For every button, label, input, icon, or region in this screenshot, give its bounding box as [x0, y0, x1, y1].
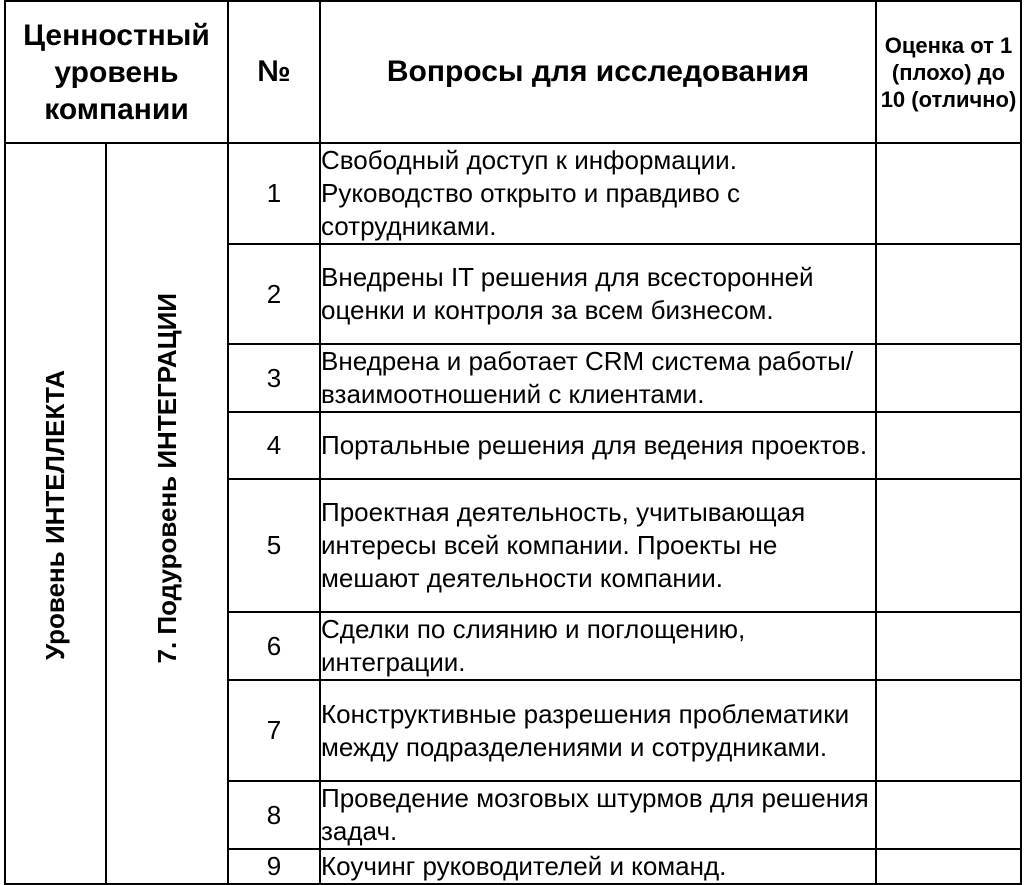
row-number: 2 [228, 244, 320, 344]
row-number: 4 [228, 412, 320, 479]
score-cell[interactable] [876, 479, 1021, 612]
row-number: 7 [228, 680, 320, 781]
level-cell [5, 143, 106, 884]
score-cell[interactable] [876, 143, 1021, 244]
row-number: 9 [228, 849, 320, 884]
survey-table [4, 0, 1022, 885]
header-score: Оценка от 1 (плохо) до 10 (отлично) [876, 1, 1021, 143]
row-number: 8 [228, 781, 320, 849]
row-number: 5 [228, 479, 320, 612]
score-cell[interactable] [876, 680, 1021, 781]
sublevel-label: 7. Подуровень ИНТЕГРАЦИИ [151, 292, 182, 664]
table-row [5, 143, 1021, 244]
question-text: Сделки по слиянию и поглощению, интеграции. [320, 612, 876, 680]
score-cell[interactable] [876, 244, 1021, 344]
score-cell[interactable] [876, 781, 1021, 849]
score-cell[interactable] [876, 412, 1021, 479]
question-text: Внедрены IT решения для всесторонней оценки и контроля за всем бизнесом. [320, 244, 876, 344]
header-questions: Вопросы для исследования [320, 1, 876, 143]
row-number: 3 [228, 344, 320, 412]
question-text: Коучинг руководителей и команд. [320, 849, 876, 884]
header-level: Ценностный уровень компании [5, 1, 228, 143]
level-label: Уровень ИНТЕЛЛЕКТА [40, 369, 70, 660]
score-cell[interactable] [876, 849, 1021, 884]
question-text: Портальные решения для ведения проектов. [320, 412, 876, 479]
row-number: 6 [228, 612, 320, 680]
header-number: № [228, 1, 320, 143]
score-cell[interactable] [876, 612, 1021, 680]
header-row [5, 1, 1021, 143]
question-text: Конструктивные разрешения проблематики между подразделениями и сотрудниками. [320, 680, 876, 781]
sublevel-cell [106, 143, 228, 884]
question-text: Внедрена и работает CRM система работы/взаимоотношений с клиентами. [320, 344, 876, 412]
question-text: Проведение мозговых штурмов для решения задач. [320, 781, 876, 849]
question-text: Свободный доступ к информации. Руководство открыто и правдиво с сотрудниками. [320, 143, 876, 244]
row-number: 1 [228, 143, 320, 244]
question-text: Проектная деятельность, учитывающая интересы всей компании. Проекты не мешают деятельности компании. [320, 479, 876, 612]
score-cell[interactable] [876, 344, 1021, 412]
